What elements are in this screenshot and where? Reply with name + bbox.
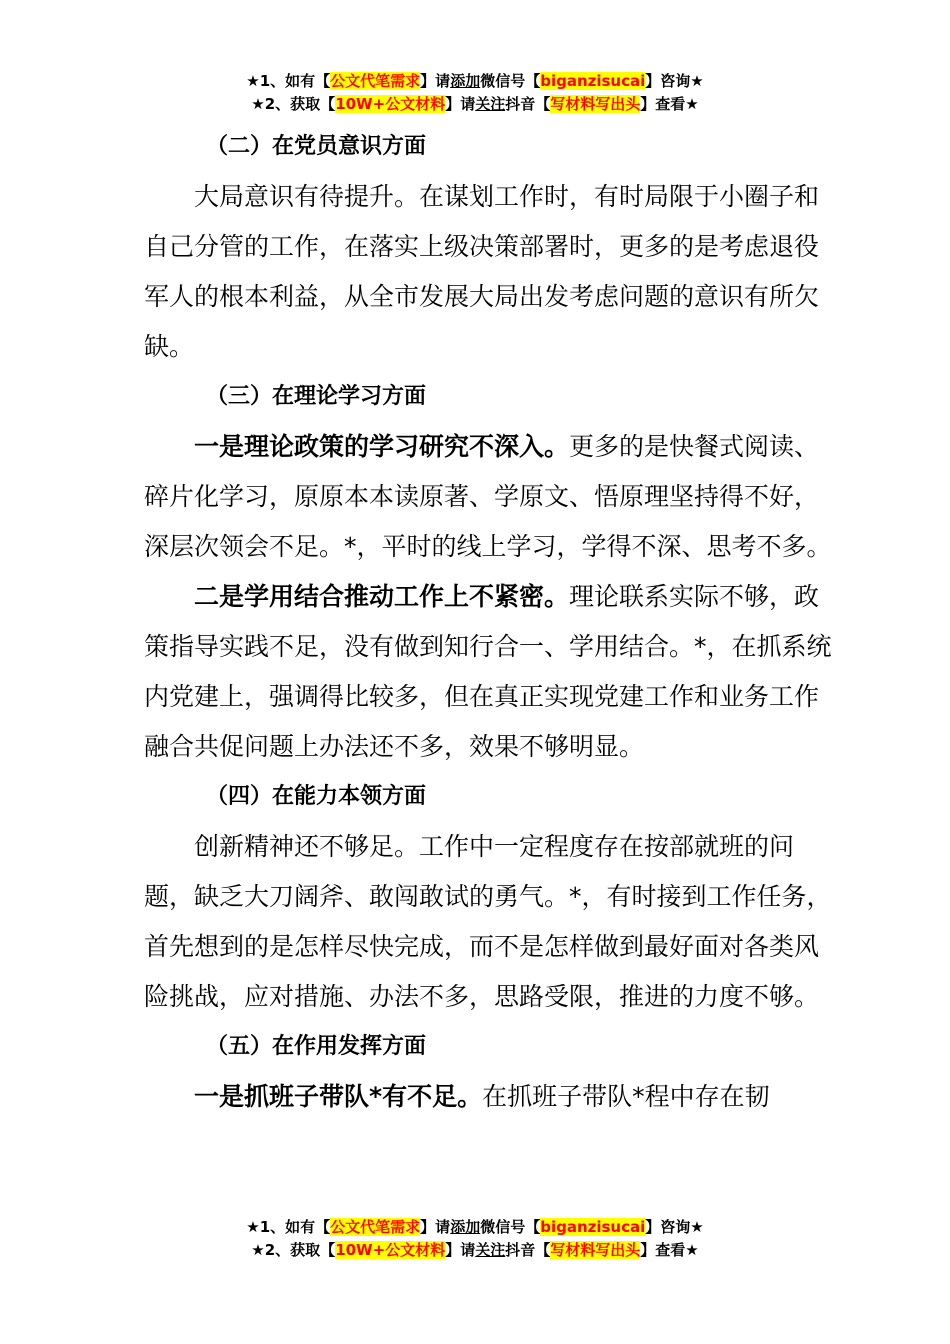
paragraph-lead: 一是理论政策的学习研究不深入。	[194, 432, 570, 461]
promo-text: 】查看★	[640, 1241, 699, 1259]
promo-wechat-id: biganzisucai	[540, 72, 646, 90]
promo-line-1	[0, 1216, 950, 1239]
section-heading-3: （三）在理论学习方面	[206, 384, 427, 409]
paragraph: 创新精神还不够足。工作中一定程度存在按部就班的问题，缺乏大刀阔斧、敢闯敢试的勇气。*，有时接到工作任务，首先想到的是怎样尽快完成，而不是怎样做到最好面对各类风险挑战，应对措施、办法不多，思路受限，推进的力度不够。	[144, 832, 832, 1011]
paragraph	[144, 422, 834, 572]
promo-text: 】咨询★	[645, 72, 704, 90]
promo-line-2	[0, 1239, 950, 1262]
document-body	[144, 122, 834, 1122]
promo-highlight: 公文代笔需求	[330, 1218, 421, 1236]
promo-text: 抖音【	[505, 95, 551, 113]
promo-text: 】请	[420, 1218, 451, 1236]
section-heading-5: （五）在作用发挥方面	[206, 1034, 427, 1059]
promo-douyin-id: 写材料写出头	[550, 95, 641, 113]
promo-douyin-id: 写材料写出头	[550, 1241, 641, 1259]
paragraph-text: 在抓班子带队*程中存在韧	[482, 1082, 770, 1111]
paragraph-lead: 一是抓班子带队*有不足。	[194, 1082, 483, 1111]
promo-text: 微信号【	[480, 1218, 541, 1236]
promo-text: ★1、如有【	[246, 72, 331, 90]
promo-highlight: 10W+公文材料	[335, 95, 446, 113]
paragraph-lead: 二是学用结合推动工作上不紧密。	[194, 582, 570, 611]
section-heading-2: （二）在党员意识方面	[206, 134, 427, 159]
promo-highlight: 公文代笔需求	[330, 72, 421, 90]
paragraph	[144, 1072, 834, 1122]
promo-wechat-id: biganzisucai	[540, 1218, 646, 1236]
section-heading-4: （四）在能力本领方面	[206, 784, 427, 809]
promo-text: ★2、获取【	[251, 95, 336, 113]
promo-banner-top	[0, 70, 950, 116]
promo-underline: 关注	[475, 1241, 506, 1259]
promo-text: 】查看★	[640, 95, 699, 113]
promo-line-2	[0, 93, 950, 116]
promo-text: 微信号【	[480, 72, 541, 90]
promo-underline: 添加	[450, 1218, 481, 1236]
promo-text: 】请	[445, 1241, 476, 1259]
promo-text: ★1、如有【	[246, 1218, 331, 1236]
paragraph	[144, 572, 834, 772]
promo-line-1	[0, 70, 950, 93]
paragraph: 大局意识有待提升。在谋划工作时，有时局限于小圈子和自己分管的工作，在落实上级决策部署时，更多的是考虑退役军人的根本利益，从全市发展大局出发考虑问题的意识有所欠缺。	[144, 182, 820, 361]
promo-underline: 关注	[475, 95, 506, 113]
paragraph-text: 更多的是快餐式阅读、碎片化学习，原原本本读原著、学原文、悟原理坚持得不好，深层次领会不足。*，平时的线上学习，学得不深、思考不多。	[144, 432, 832, 561]
promo-banner-bottom	[0, 1216, 950, 1262]
paragraph-text: 理论联系实际不够，政策指导实践不足，没有做到知行合一、学用结合。*，在抓系统内党建上，强调得比较多，但在真正实现党建工作和业务工作融合共促问题上办法还不多，效果不够明显。	[144, 582, 832, 761]
promo-text: ★2、获取【	[251, 1241, 336, 1259]
promo-underline: 添加	[450, 72, 481, 90]
promo-highlight: 10W+公文材料	[335, 1241, 446, 1259]
promo-text: 抖音【	[505, 1241, 551, 1259]
promo-text: 】咨询★	[645, 1218, 704, 1236]
promo-text: 】请	[420, 72, 451, 90]
promo-text: 】请	[445, 95, 476, 113]
